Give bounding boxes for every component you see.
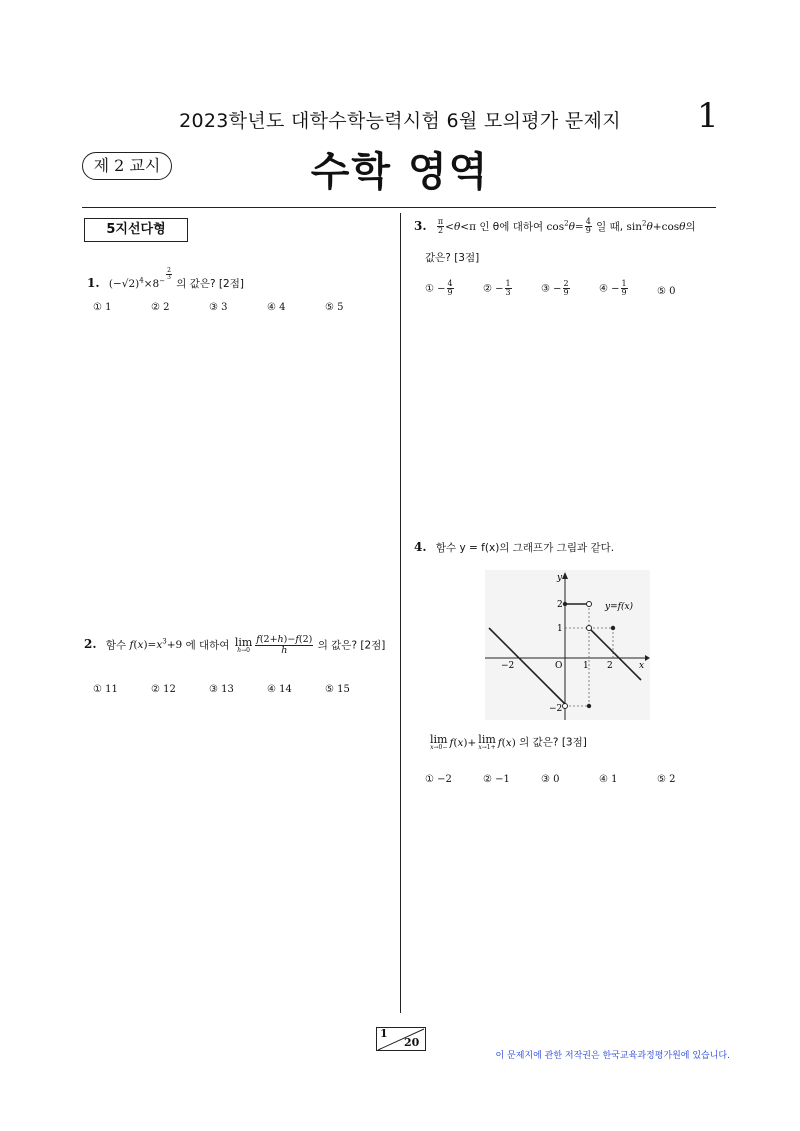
y-axis-label: y (557, 573, 563, 583)
choice-1[interactable]: ① 11 (93, 684, 118, 695)
choice-1[interactable]: ① 1 (93, 302, 112, 313)
y-tick-label: 2 (557, 600, 563, 610)
x-tick-label: 1 (583, 661, 589, 671)
question-number: 4. (414, 540, 427, 554)
condition-tail: 인 θ에 대하여 (479, 220, 544, 233)
question-when: 일 때, (596, 220, 624, 233)
x-tick-label: −2 (501, 661, 515, 671)
choice-4[interactable]: ④ 14 (267, 684, 292, 695)
math-expression: $f(x)=x^3+9$ (129, 637, 183, 652)
choice-1[interactable]: ① − $\frac{4}{9}$ (425, 279, 453, 298)
choice-4[interactable]: ④ 1 (599, 774, 618, 785)
choice-3[interactable]: ③ − $\frac{2}{9}$ (541, 279, 569, 298)
choice-3[interactable]: ③ 13 (209, 684, 234, 695)
header-divider (82, 207, 716, 208)
open-point (587, 602, 592, 607)
limit-expression: lim h→0 $\frac{f(2+h)-f(2)}{h}$ (234, 634, 313, 656)
math-expression: $\cos^2\theta=$ $\frac{4}{9}$ (546, 217, 591, 236)
question-number: 3. (414, 218, 427, 233)
question-tail: 의 값은? [2점] (317, 639, 386, 652)
question-4-limit (428, 734, 587, 751)
column-divider (400, 213, 401, 1013)
choice-2[interactable]: ② 2 (151, 302, 170, 313)
y-tick-label: 1 (557, 624, 563, 634)
choice-3[interactable]: ③ 3 (209, 302, 228, 313)
limit-expression: lim x→0− f(x)+ lim x→1+ f(x) (430, 733, 516, 751)
question-3 (414, 218, 696, 236)
subject-title: 수학 영역 (310, 149, 490, 195)
choice-4[interactable]: ④ − $\frac{1}{9}$ (599, 279, 627, 298)
x-axis-label: x (639, 661, 645, 671)
exam-title: 2023학년도 대학수학능력시험 6월 모의평가 문제지 (179, 110, 621, 132)
question-text: 함수 y = f(x)의 그래프가 그림과 같다. (435, 542, 615, 554)
x-tick-label: 2 (607, 661, 613, 671)
choice-2[interactable]: ② 12 (151, 684, 176, 695)
closed-point (611, 626, 615, 630)
origin-label: O (555, 661, 563, 671)
answer-choices (425, 774, 697, 785)
condition-expression: $\frac{\pi}{2}$ <θ<π (437, 217, 476, 236)
question-2 (84, 635, 385, 656)
copyright-notice: 이 문제지에 관한 저작권은 한국교육과정평가원에 있습니다. (495, 1051, 730, 1061)
closed-point (563, 602, 567, 606)
question-number: 1. (87, 276, 100, 291)
open-point (587, 626, 592, 631)
answer-choices (93, 302, 365, 313)
choice-3[interactable]: ③ 0 (541, 774, 560, 785)
choice-5[interactable]: ⑤ 5 (325, 302, 344, 313)
y-tick-label: −2 (549, 704, 563, 714)
choice-5[interactable]: ⑤ 2 (657, 774, 676, 785)
graph-background (485, 570, 650, 720)
page-number: 1 (697, 96, 719, 136)
period-badge: 제 2 교시 (82, 152, 172, 180)
choice-2[interactable]: ② −1 (483, 774, 510, 785)
question-lead: 함수 (105, 639, 127, 652)
choice-2[interactable]: ② − $\frac{1}{3}$ (483, 279, 511, 298)
answer-choices (93, 684, 365, 695)
question-tail: 의 값은? [2점] (176, 278, 244, 291)
question-type-label: 5지선다형 (84, 218, 188, 242)
total-pages: 20 (404, 1036, 420, 1049)
current-page: 1 (380, 1027, 388, 1040)
choice-1[interactable]: ① −2 (425, 774, 452, 785)
answer-choices (425, 280, 697, 304)
open-point (563, 704, 568, 709)
question-tail: 의 값은? [3점] (519, 736, 587, 749)
curve-label: y=f(x) (605, 602, 634, 612)
choice-4[interactable]: ④ 4 (267, 302, 286, 313)
choice-5[interactable]: ⑤ 15 (325, 684, 350, 695)
question-number: 2. (84, 637, 97, 652)
question-tail: 값은? [3점] (425, 252, 480, 264)
choice-5[interactable]: ⑤ 0 (657, 286, 676, 297)
function-graph (485, 570, 650, 720)
target-expression: $\sin^2\theta+\cos\theta$의 (626, 219, 696, 233)
math-expression: $(-√2)^4\times 8^{- \frac{2}{3}}$ (108, 267, 171, 291)
closed-point (587, 704, 591, 708)
question-1 (87, 268, 244, 291)
question-4 (414, 540, 614, 555)
question-mid: 에 대하여 (185, 639, 230, 652)
